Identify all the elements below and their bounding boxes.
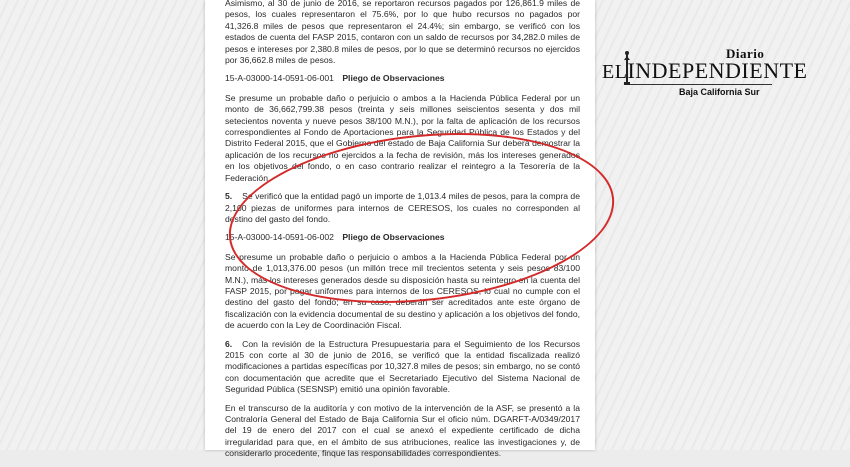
logo-prefix: Diario xyxy=(726,46,765,61)
observation-2-body: Se presume un probable daño o perjuicio o ambos a la Hacienda Pública Federal por un monto de 1,013,376.00 pesos (un millón trece mil trecientos setenta y seis pesos 83/100 M.N.), más los intereses generados desde su disposición hasta su reintegro en la cuenta del FASP 2015, por pagar uniformes para internos de los CERESOS, lo cual no cumple con el destino del gasto del fondo; en su caso, deberán ser acreditados ante este órgano de fiscalización con la evidencia documental de su destino y aplicación a los objetivos del fondo, de acuerdo con la Ley de Coordinación Fiscal. xyxy=(225,251,580,331)
item-5-number: 5. xyxy=(225,191,233,202)
observation-1-body: Se presume un probable daño o perjuicio o ambos a la Hacienda Pública Federal por un monto de 36,662,799.38 pesos (treinta y seis millones seiscientos sesenta y dos mil setecientos noventa y nueve pesos 38/100 M.N.), por la falta de aplicación de los recursos correspondientes al Fondo de Aportaciones para la Seguridad Pública de los Estados y del Distrito Federal 2015, que el Gobierno del estado de Baja California Sur deberá demostrar la aplicación de los recursos no ejercidos a la fecha de revisión, más los intereses generados en los objetivos del fondo, o en caso contrario realizar el reintegro a la Tesorería de la Federación. xyxy=(225,92,580,183)
observation-1-code: 15-A-03000-14-0591-06-001 xyxy=(225,73,334,84)
observation-2-title: Pliego de Observaciones xyxy=(342,232,445,243)
observation-1-title: Pliego de Observaciones xyxy=(342,73,445,84)
logo-region: Baja California Sur xyxy=(679,87,760,97)
background-left xyxy=(0,0,205,450)
logo-underline xyxy=(630,84,772,85)
item-6-number: 6. xyxy=(225,338,233,349)
observation-1-heading xyxy=(225,73,580,84)
document-text xyxy=(225,0,580,467)
logo-brand-name: INDEPENDIENTE xyxy=(627,58,808,83)
observation-2-heading xyxy=(225,232,580,243)
logo xyxy=(600,46,808,106)
item-6 xyxy=(225,339,580,396)
document-page xyxy=(205,0,595,459)
observation-2-code: 15-A-03000-14-0591-06-002 xyxy=(225,232,334,243)
intro-paragraph: Asimismo, al 30 de junio de 2016, se reportaron recursos pagados por 126,861.9 miles de pesos, los cuales representaron el 75.6%, por lo que hubo recursos no pagados por 41,326.8 miles de pesos que representaron el 24.4%; sin embargo, se verificó con los estados de cuenta del FASP 2015, contaron con un saldo de recursos por 34,282.0 miles de pesos e intereses por 2,380.8 miles de pesos, por lo que se determinó recursos no ejercidos por 36,662.8 miles de pesos. xyxy=(225,0,580,66)
item-6-text: Con la revisión de la Estructura Presupuestaria para el Seguimiento de los Recursos 2015 con corte al 30 de junio de 2016, se verificó que la entidad fiscalizada realizó modificaciones a partidas específicas por 10,327.8 miles de pesos; sin embargo, no se contó con documentación que acredite que el Secretariado Ejecutivo del Sistema Nacional de Seguridad Pública (SESNSP) emitió una opinión favorable. xyxy=(225,338,580,395)
logo-brand xyxy=(602,58,807,84)
closing-paragraph: En el transcurso de la auditoría y con motivo de la intervención de la ASF, se presentó a la Contraloría General del Estado de Baja California Sur el oficio núm. DGARFT-A/0349/2017 del 19 de enero del 2017 con el cual se anexó el expediente certificado de dicha irregularidad para que, en el ámbito de sus atribuciones, realice las investigaciones y, de considerarlo procedente, finque las responsabilidades correspondientes. xyxy=(225,402,580,459)
logo-brand-el: EL xyxy=(602,61,628,83)
item-5 xyxy=(225,191,580,225)
item-5-text: Se verificó que la entidad pagó un importe de 1,013.4 miles de pesos, para la compra de 2,100 piezas de uniformes para internos de CERESOS, los cuales no corresponden al destino del gasto del fondo. xyxy=(225,191,580,224)
